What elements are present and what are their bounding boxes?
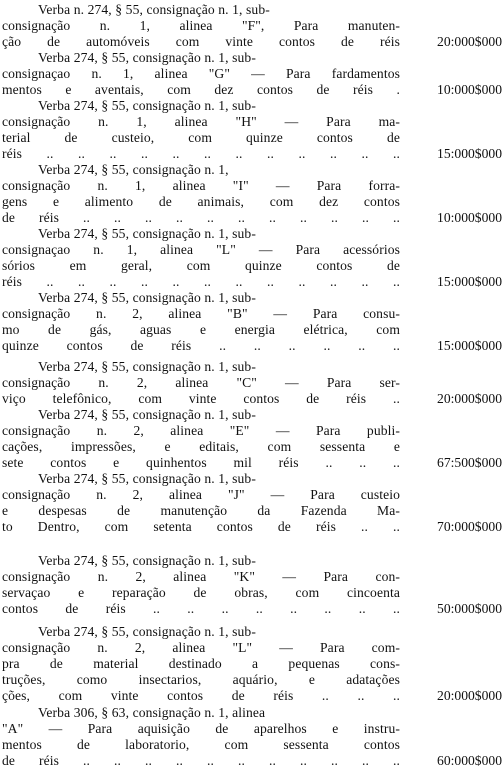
entry-text-line: "A" — Para aquisição de aparelhos e instru- bbox=[2, 721, 400, 736]
budget-entry bbox=[2, 624, 400, 704]
entry-text-line: contos de réis .. .. .. .. .. .. .. .. bbox=[2, 601, 400, 616]
entry-text-line: consignação n. 1, alinea "I" — Para forra- bbox=[2, 178, 400, 193]
entry-amount: 10:000$000 bbox=[437, 210, 502, 225]
entry-text-line: de réis .. .. .. .. .. .. .. .. .. .. .. bbox=[2, 210, 400, 225]
entry-text-line: Verba 274, § 55, consignação n. 1, sub- bbox=[38, 407, 256, 422]
entry-text-line: consignação n. 1, alinea "F", Para manuten- bbox=[2, 18, 400, 33]
entry-text-line: gens e alimento de animais, com dez contos bbox=[2, 194, 400, 209]
entry-text-line: Verba 274, § 55, consignação n. 1, sub- bbox=[38, 98, 256, 113]
entry-text-line: réis .. .. .. .. .. .. .. .. .. .. .. .. bbox=[2, 274, 400, 289]
entry-amount: 20:000$000 bbox=[437, 391, 502, 406]
entry-text-line: Verba 274, § 55, consignação n. 1, sub- bbox=[38, 553, 256, 568]
budget-entry bbox=[2, 407, 400, 471]
entry-text-line: Verba 274, § 55, consignação n. 1, sub- bbox=[38, 226, 256, 241]
budget-entry bbox=[2, 359, 400, 407]
entry-amount: 10:000$000 bbox=[437, 82, 502, 97]
entry-text-line: de réis .. .. .. .. .. .. .. .. .. .. .. bbox=[2, 753, 400, 768]
entry-text-line: Verba n. 274, § 55, consignação n. 1, sub- bbox=[38, 2, 270, 17]
entry-text-line: Verba 274, § 55, consignação n. 1, bbox=[38, 162, 229, 177]
entry-text-line: mentos de laboratorio, com sessenta contos bbox=[2, 737, 400, 752]
budget-entry bbox=[2, 162, 400, 226]
entry-text-line: sete contos e quinhentos mil réis .. .. .. bbox=[2, 455, 400, 470]
entry-text-line: pra de material destinado a pequenas cons- bbox=[2, 656, 400, 671]
entry-text-line: consignação n. 2, alinea "B" — Para consu- bbox=[2, 306, 400, 321]
entry-text-line: truções, como insectarios, aquário, e adatações bbox=[2, 672, 400, 687]
entry-text-line: sórios em geral, com quinze contos de bbox=[2, 258, 400, 273]
budget-entry bbox=[2, 226, 400, 290]
budget-entry bbox=[2, 98, 400, 162]
entry-text-line: e despesas de manutenção da Fazenda Ma- bbox=[2, 503, 400, 518]
entry-text-line: Verba 274, § 55, consignação n. 1, sub- bbox=[38, 359, 256, 374]
entry-text-line: consignaçao n. 1, alinea "L" — Para acessórios bbox=[2, 242, 400, 257]
entry-amount: 60:000$000 bbox=[437, 753, 502, 768]
entry-amount: 70:000$000 bbox=[437, 519, 502, 534]
budget-entry bbox=[2, 471, 400, 535]
entry-text-line: consignação n. 2, alinea "K" — Para con- bbox=[2, 569, 400, 584]
budget-entry bbox=[2, 553, 400, 617]
entry-text-line: consignação n. 2, alinea "L" — Para com- bbox=[2, 640, 400, 655]
entry-text-line: réis .. .. .. .. .. .. .. .. .. .. .. .. bbox=[2, 146, 400, 161]
budget-entry bbox=[2, 50, 400, 98]
entry-amount: 15:000$000 bbox=[437, 146, 502, 161]
entry-text-line: consignaçao n. 1, alinea "G" — Para fardamentos bbox=[2, 66, 400, 81]
entry-text-line: cações, impressões, e editais, com sessenta e bbox=[2, 439, 400, 454]
entry-text-line: consignação n. 2, alinea "J" — Para custeio bbox=[2, 487, 400, 502]
entry-text-line: mo de gás, aguas e energia elétrica, com bbox=[2, 322, 400, 337]
budget-entry bbox=[2, 2, 400, 50]
entry-text-line: servaçao e reparação de obras, com cincoenta bbox=[2, 585, 400, 600]
entry-text-line: ção de automóveis com vinte contos de réis bbox=[2, 34, 400, 49]
entry-text-line: quinze contos de réis .. .. .. .. .. .. bbox=[2, 338, 400, 353]
entry-amount: 15:000$000 bbox=[437, 338, 502, 353]
entry-text-line: consignação n. 1, alinea "H" — Para ma- bbox=[2, 114, 400, 129]
entry-text-line: ções, com vinte contos de réis .. .. .. bbox=[2, 688, 400, 703]
budget-entry bbox=[2, 705, 400, 769]
entry-amount: 50:000$000 bbox=[437, 601, 502, 616]
budget-entry bbox=[2, 290, 400, 354]
entry-text-line: terial de custeio, com quinze contos de bbox=[2, 130, 400, 145]
entry-text-line: Verba 274, § 55, consignação n. 1, sub- bbox=[38, 50, 256, 65]
entry-text-line: Verba 274, § 55, consignação n. 1, sub- bbox=[38, 624, 256, 639]
entry-text-line: consignação n. 2, alinea "E" — Para publi- bbox=[2, 423, 400, 438]
entry-amount: 20:000$000 bbox=[437, 34, 502, 49]
entry-text-line: consignação n. 2, alinea "C" — Para ser- bbox=[2, 375, 400, 390]
entry-amount: 67:500$000 bbox=[437, 455, 502, 470]
entry-text-line: mentos e aventais, com dez contos de réis . bbox=[2, 82, 400, 97]
entry-text-line: to Dentro, com setenta contos de réis .. .. bbox=[2, 519, 400, 534]
entry-amount: 15:000$000 bbox=[437, 274, 502, 289]
entry-text-line: viço telefônico, com vinte contos de réis .. bbox=[2, 391, 400, 406]
entry-text-line: Verba 274, § 55, consignação n. 1, sub- bbox=[38, 471, 256, 486]
entry-text-line: Verba 306, § 63, consignação n. 1, alinea bbox=[38, 705, 266, 720]
entry-amount: 20:000$000 bbox=[437, 688, 502, 703]
entry-text-line: Verba 274, § 55, consignação n. 1, sub- bbox=[38, 290, 256, 305]
